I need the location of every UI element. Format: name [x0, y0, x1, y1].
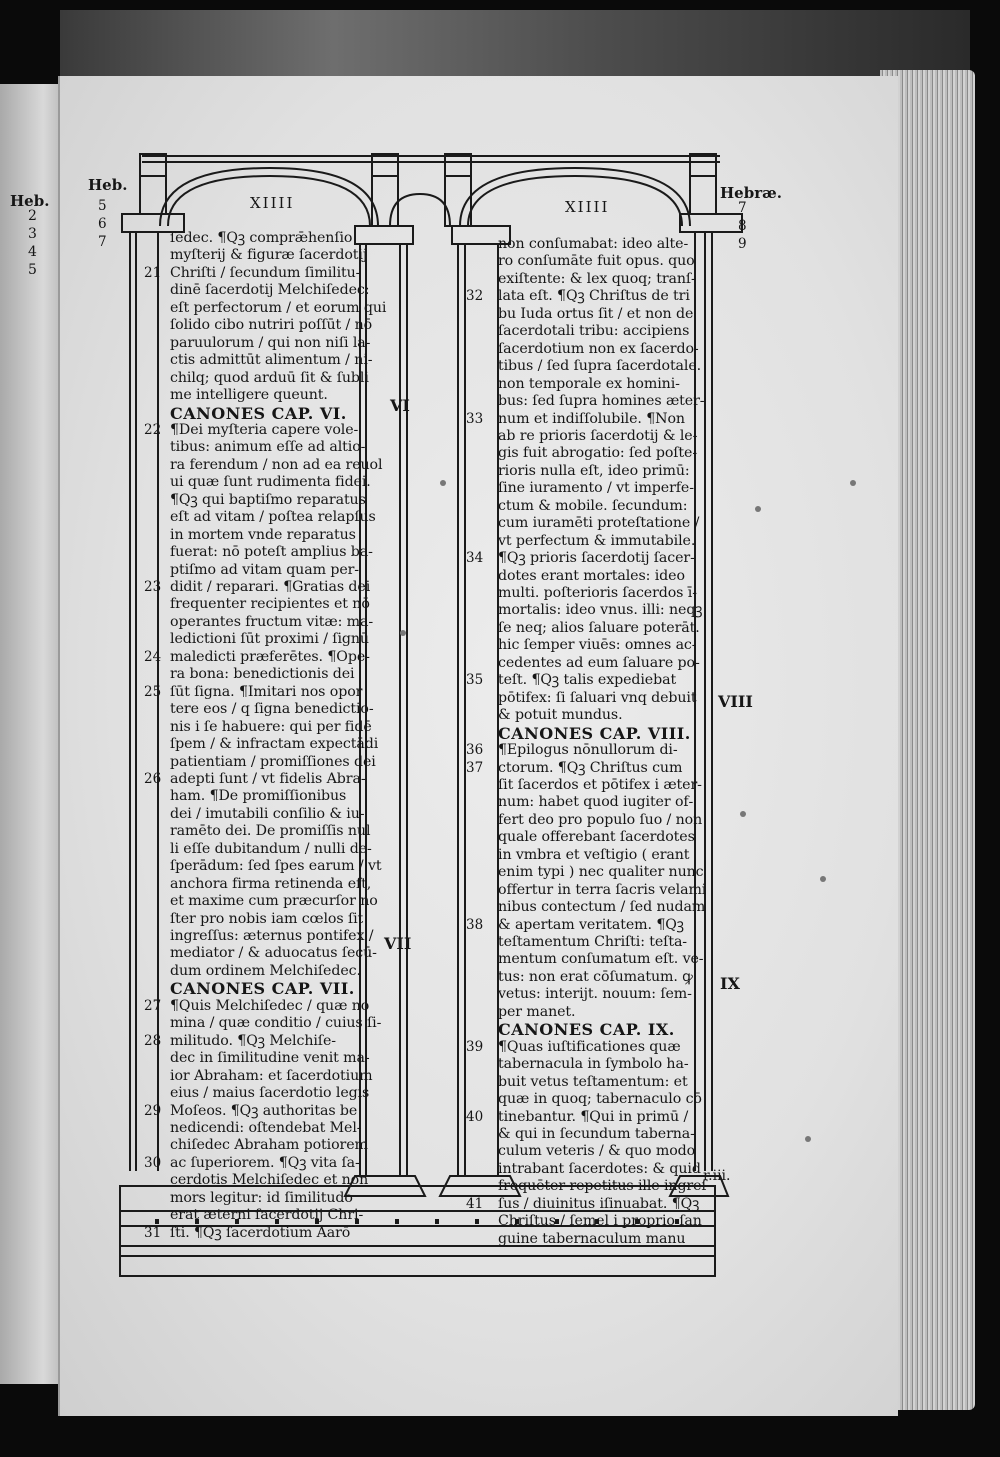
text-line: cedentes ad eum ſaluare po‑	[498, 654, 700, 671]
paper-spot	[755, 506, 761, 512]
verse-number: 21	[144, 264, 162, 281]
margin-number: 6	[98, 216, 107, 232]
text-line: tere eos / q ſigna benedictio‑	[170, 701, 374, 718]
text-line: ſpem / & infractam expectādi	[170, 736, 379, 753]
text-line: mentum conſumatum eſt. ve‑	[498, 951, 704, 968]
verse-number: 41	[466, 1195, 484, 1212]
verse-number: 22	[144, 421, 162, 438]
text-line: frequenter recipientes et nō	[170, 596, 370, 613]
text-line: lata eſt. ¶Qꝫ Chriſtus de tri	[498, 288, 690, 305]
text-line: ſus / diuinitus iſinuabat. ¶Qꝫ	[498, 1195, 700, 1212]
text-line: ſedec. ¶Qꝫ comprǣhenſio	[170, 230, 353, 246]
left-page-number: 5	[28, 262, 37, 278]
chapter-roman-9: IX	[720, 974, 740, 993]
text-line: didit / reparari. ¶Gratias dei	[170, 579, 371, 595]
left-page	[0, 84, 62, 1384]
text-line: li eſſe dubitandum / nulli de‑	[170, 840, 372, 857]
text-line: militudo. ¶Qꝫ Melchiſe‑	[170, 1032, 336, 1049]
text-line: ctum & mobile. ſecundum:	[498, 497, 688, 514]
chapter-heading: CANONES CAP. IX.	[498, 1020, 675, 1040]
column-left-title: XIIII	[250, 194, 295, 212]
paper-spot	[440, 480, 446, 486]
text-line: culum veteris / & quo modo	[498, 1143, 696, 1160]
text-line: dei / imutabili conſilio & iu‑	[170, 805, 365, 822]
text-line: mina / quæ conditio / cuius ſi‑	[170, 1015, 382, 1032]
text-line: ui quæ ſunt rudimenta fidei.	[170, 474, 371, 491]
text-line: ſacerdotali tribu: accipiens	[498, 323, 690, 340]
text-line: in vmbra et veſtigio ( erant	[498, 846, 690, 863]
text-line: exiſtente: & lex quoq; tranſ‑	[498, 270, 696, 287]
text-line: ſe neq; alios ſaluare poterāt.	[498, 619, 700, 636]
text-line: eſt ad vitam / poſtea relapſus	[170, 509, 376, 526]
text-line: ¶Quas iuſtificationes quæ	[498, 1038, 681, 1055]
chapter-roman-8: VIII	[718, 692, 753, 711]
text-line: & potuit mundus.	[498, 707, 623, 724]
text-line: ac ſuperiorem. ¶Qꝫ vita ſa‑	[170, 1154, 360, 1171]
text-line: ſacerdotium non ex ſacerdo‑	[498, 340, 699, 357]
left-page-number: 3	[28, 226, 37, 242]
verse-number: 24	[144, 648, 162, 665]
margin-number: 7	[98, 234, 107, 250]
text-line: ctis admittūt alimentum / ni‑	[170, 352, 373, 369]
text-line: tus: non erat cōſumatum. ꝙ	[498, 968, 693, 985]
text-line: ſolido cibo nutriri poſſūt / nō	[170, 317, 373, 334]
text-line: num et indiſſolubile. ¶Non	[498, 410, 685, 427]
text-line: pōtifex: ſi ſaluari vnq debuit	[498, 689, 697, 706]
text-line: ſter pro nobis iam cœlos ſit	[170, 910, 364, 927]
text-line: num: habet quod iugiter of‑	[498, 794, 694, 811]
paper-spot	[820, 876, 826, 882]
verse-number: 40	[466, 1108, 484, 1125]
text-line: chiſedec Abraham potiorem	[170, 1137, 368, 1154]
text-line: ptiſmo ad vitam quam per‑	[170, 561, 359, 578]
margin-number: 7	[738, 200, 747, 216]
text-line: chilq; quod arduū ſit & ſubli	[170, 369, 369, 386]
text-line: Chriſtus / ſemel i proprio ſan	[498, 1213, 702, 1230]
text-line: ham. ¶De promiſſionibus	[170, 788, 347, 805]
text-line: ¶Qꝫ prioris ſacerdotij ſacer‑	[498, 550, 695, 567]
text-line: per manet.	[498, 1003, 576, 1020]
verse-number: 38	[466, 916, 484, 933]
paper-spot	[740, 811, 746, 817]
verse-number: 34	[466, 550, 484, 567]
text-line: guine tabernaculum manu	[498, 1230, 686, 1247]
verse-number: 26	[144, 770, 162, 787]
text-line: anchora firma retinenda eſt,	[170, 875, 372, 892]
text-line: non temporale ex homini‑	[498, 375, 680, 392]
text-line: adepti ſunt / vt fidelis Abra‑	[170, 770, 366, 787]
text-line: bus: ſed ſupra homines æter‑	[498, 393, 705, 410]
text-line: ſine iuramento / vt imperfe‑	[498, 480, 694, 497]
verse-number: 36	[466, 742, 484, 759]
text-line: vetus: interijt. nouum: ſem‑	[498, 986, 692, 1003]
text-line: ledictioni ſūt proximi / ſignū	[170, 631, 369, 648]
chapter-roman-6: VI	[390, 396, 410, 415]
verse-number: 29	[144, 1102, 162, 1119]
text-line: paruulorum / qui non niſi la‑	[170, 334, 371, 351]
text-line: me intelligere queunt.	[170, 387, 328, 404]
text-line: dec in ſimilitudine venit ma‑	[170, 1050, 370, 1067]
book-cover-edge	[60, 10, 970, 80]
text-line: ra ferendum / non ad ea reuol	[170, 456, 383, 473]
text-line: buit vetus teſtamentum: et	[498, 1073, 688, 1090]
text-line: mortalis: ideo vnus. illi: neqꝫ	[498, 602, 703, 619]
text-line: myſterij & figuræ ſacerdotij	[170, 247, 368, 264]
text-line: ¶Epilogus nōnullorum di‑	[498, 742, 678, 759]
text-line: quæ in quoq; tabernaculo cō	[498, 1091, 702, 1108]
text-line: dinē ſacerdotij Melchiſedec:	[170, 282, 370, 299]
verse-number: 30	[144, 1154, 162, 1171]
text-line: nibus contectum / ſed nudam	[498, 899, 706, 916]
text-line: vt perfectum & immutabile.	[498, 532, 696, 549]
text-line: ſit ſacerdos et pōtifex i æter‑	[498, 776, 702, 793]
verse-number: 35	[466, 672, 484, 689]
text-line: cerdotis Melchiſedec et non	[170, 1172, 369, 1189]
left-page-running-head: Heb.	[10, 192, 50, 210]
text-line: eius / maius ſacerdotio legis	[170, 1085, 370, 1102]
verse-number: 23	[144, 579, 162, 595]
verse-number: 32	[466, 288, 484, 305]
text-line: & qui in ſecundum taberna‑	[498, 1125, 695, 1142]
text-line: fert deo pro populo ſuo / non	[498, 811, 703, 828]
verse-number: 27	[144, 997, 162, 1014]
left-page-number: 2	[28, 208, 37, 224]
text-line: ramēto dei. De promiſſis nul	[170, 823, 371, 840]
text-line: et maxime cum præcurſor no	[170, 893, 378, 910]
text-line: in mortem vnde reparatus	[170, 526, 356, 543]
text-line: tibus: animum eſſe ad altio‑	[170, 439, 366, 456]
text-line: bu Iuda ortus ſit / et non de	[498, 305, 694, 322]
text-line: ro conſumāte fuit opus. quo	[498, 253, 695, 270]
chapter-heading: CANONES CAP. VI.	[170, 403, 347, 423]
chapter-heading: CANONES CAP. VIII.	[498, 723, 691, 743]
text-line: rioris nulla eſt, ideo primū:	[498, 462, 690, 479]
text-line: ab re prioris ſacerdotij & le‑	[498, 427, 698, 444]
text-line: eſt perfectorum / et eorum qui	[170, 299, 387, 316]
text-line: hic ſemper viuēs: omnes ac‑	[498, 637, 697, 654]
text-line: & apertam veritatem. ¶Qꝫ	[498, 916, 684, 933]
book-page	[58, 76, 898, 1416]
text-line: erat æterni ſacerdotij Chri‑	[170, 1207, 364, 1224]
verse-number: 37	[466, 759, 484, 776]
text-line: quale offerebant ſacerdotes	[498, 829, 695, 846]
text-line: ior Abraham: et ſacerdotium	[170, 1067, 373, 1084]
text-line: nedicendi: oſtendebat Mel‑	[170, 1119, 362, 1136]
text-line: mediator / & aduocatus ſecū‑	[170, 945, 377, 962]
text-line: teſtamentum Chriſti: teſta‑	[498, 934, 687, 950]
text-line: operantes fructum vitæ: ma‑	[170, 613, 374, 630]
paper-spot	[805, 1136, 811, 1142]
verse-number: 33	[466, 410, 484, 427]
text-line: intrabant ſacerdotes: & quid	[498, 1160, 701, 1177]
text-line: ¶Dei myſteria capere vole‑	[170, 421, 359, 438]
text-line: ra bona: benedictionis dei	[170, 666, 355, 683]
text-line: dotes erant mortales: ideo	[498, 567, 685, 584]
text-line: cum iuramēti proteſtatione /	[498, 515, 700, 532]
text-line: non conſumabat: ideo alte‑	[498, 236, 689, 252]
verse-number: 31	[144, 1224, 162, 1241]
text-line: fuerat: nō poteſt amplius ba‑	[170, 544, 373, 561]
paper-spot	[400, 630, 406, 636]
text-line: offertur in terra ſacris velami	[498, 881, 707, 898]
paper-spot	[850, 480, 856, 486]
running-head-left: Heb.	[88, 176, 128, 194]
text-line: ſūt ſigna. ¶Imitari nos opor	[170, 683, 363, 700]
verse-number: 25	[144, 683, 162, 700]
text-line: ingreſſus: æternus pontifex /	[170, 928, 374, 944]
text-line: ctorum. ¶Qꝫ Chriſtus cum	[498, 759, 683, 776]
text-line: multi. poſterioris ſacerdos ī‑	[498, 585, 697, 601]
margin-number: 9	[738, 236, 747, 252]
text-line: mors legitur: id ſimilitudo	[170, 1189, 353, 1206]
chapter-roman-7: VII	[384, 934, 412, 953]
text-line: teſt. ¶Qꝫ talis expediebat	[498, 672, 677, 689]
text-line: ¶Qꝫ qui baptiſmo reparatus	[170, 491, 366, 508]
column-right-title: XIIII	[565, 198, 610, 216]
text-line: Moſeos. ¶Qꝫ authoritas be	[170, 1102, 358, 1119]
text-line: Chriſti / ſecundum ſimilitu‑	[170, 264, 361, 281]
chapter-heading: CANONES CAP. VII.	[170, 979, 355, 999]
text-line: frequēter repetitus ille ingreſ	[498, 1178, 707, 1195]
text-line: maledicti præferētes. ¶Ope‑	[170, 648, 370, 665]
signature-mark: r.iii.	[703, 1168, 731, 1184]
text-line: ſti. ¶Qꝫ ſacerdotium Aarō	[170, 1224, 351, 1241]
text-line: patientiam / promiſſiones dei	[170, 753, 376, 770]
text-line: ſperādum: ſed ſpes earum / vt	[170, 858, 382, 875]
verse-number: 28	[144, 1032, 162, 1049]
text-line: dum ordinem Melchiſedec.	[170, 962, 361, 979]
margin-number: 8	[738, 218, 747, 234]
text-line: nis i ſe habuere: qui per fidē	[170, 718, 372, 735]
left-page-number: 4	[28, 244, 37, 260]
text-line: tinebantur. ¶Qui in primū /	[498, 1108, 689, 1125]
text-line: gis fuit abrogatio: ſed poſte‑	[498, 445, 698, 462]
text-line: ¶Quis Melchiſedec / quæ no	[170, 997, 370, 1014]
text-line: tibus / ſed ſupra ſacerdotale.	[498, 358, 702, 375]
text-line: tabernacula in ſymbolo ha‑	[498, 1056, 689, 1073]
verse-number: 39	[466, 1038, 484, 1055]
running-head-right: Hebræ.	[720, 184, 782, 202]
text-line: enim typi ) nec qualiter nunc	[498, 864, 704, 881]
margin-number: 5	[98, 198, 107, 214]
